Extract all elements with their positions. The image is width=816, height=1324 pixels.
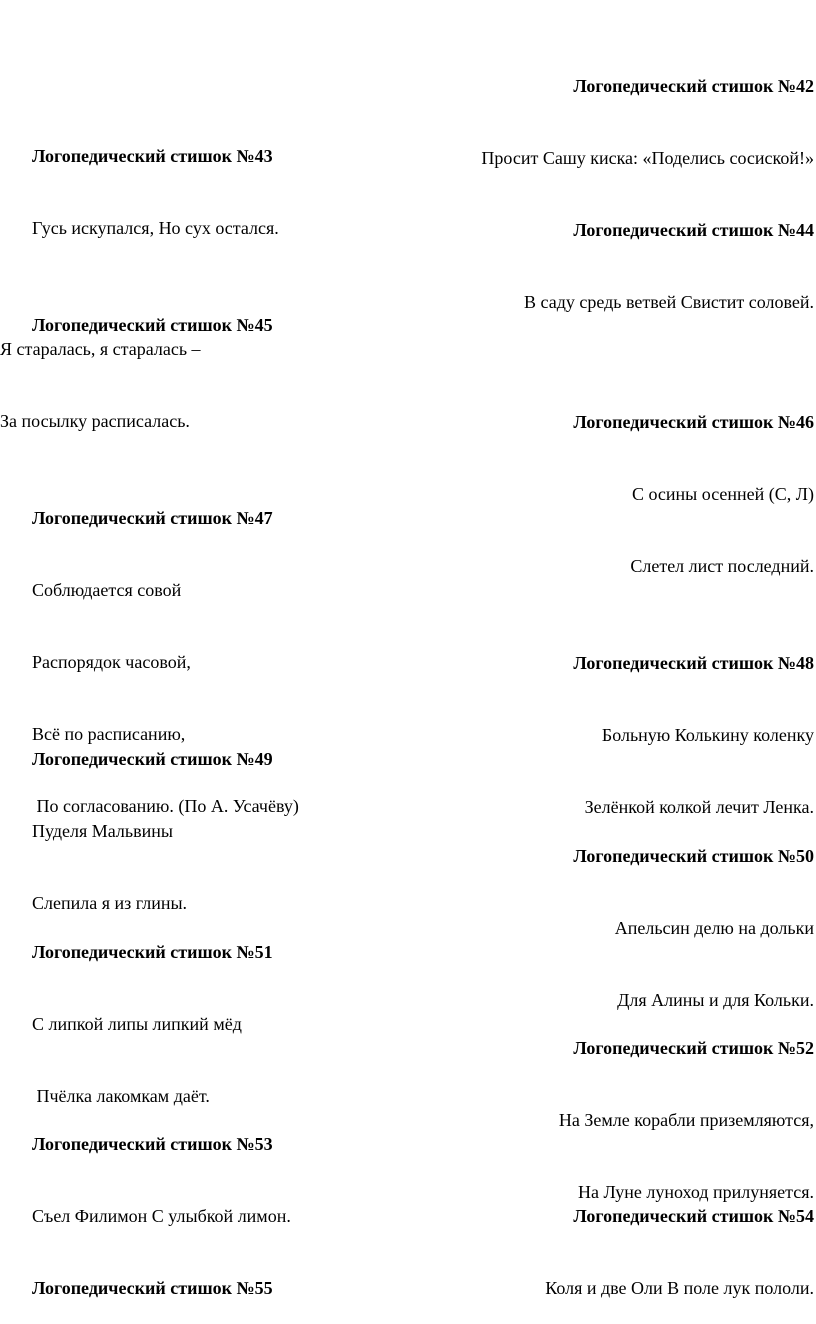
verse-title: Логопедический стишок №42: [573, 76, 814, 96]
verse-42: [481, 26, 814, 194]
verse-line: Гусь искупался, Но сух остался.: [32, 218, 279, 238]
verse-title: Логопедический стишок №46: [573, 412, 814, 432]
verse-line: Просит Сашу киска: «Поделись сосиской!»: [481, 148, 814, 168]
verse-45-body: [0, 289, 201, 457]
verse-title: Логопедический стишок №47: [32, 508, 273, 528]
verse-title: Логопедический стишок №45: [32, 315, 273, 335]
verse-line: За посылку расписалась.: [0, 411, 190, 431]
verse-line: Съел Филимон С улыбкой лимон.: [32, 1206, 291, 1226]
verse-title: Логопедический стишок №44: [573, 220, 814, 240]
verse-line: Слепила я из глины.: [32, 893, 188, 913]
verse-46: [573, 362, 814, 602]
verse-line: В саду средь ветвей Свистит соловей.: [524, 292, 814, 312]
verse-title: Логопедический стишок №50: [573, 846, 814, 866]
verse-title: Логопедический стишок №49: [32, 749, 273, 769]
verse-title: Логопедический стишок №53: [32, 1134, 273, 1154]
verse-line: Больную Колькину коленку: [601, 725, 814, 745]
verse-line: Я старалась, я старалась –: [0, 339, 201, 359]
verse-line: Распорядок часовой,: [32, 652, 191, 672]
verse-54: [545, 1156, 814, 1324]
verse-line: Всё по расписанию,: [32, 724, 186, 744]
verse-line: С осины осенней (С, Л): [631, 484, 814, 504]
verse-title: Логопедический стишок №52: [573, 1038, 814, 1058]
verse-line: Соблюдается совой: [32, 580, 182, 600]
verse-line: Апельсин делю на дольки: [614, 918, 814, 938]
verse-title: Логопедический стишок №48: [573, 653, 814, 673]
verse-44: [524, 170, 814, 338]
verse-title: Логопедический стишок №54: [573, 1206, 814, 1226]
verse-line: Для Алины и для Кольки.: [617, 990, 814, 1010]
verse-line: Пуделя Мальвины: [32, 821, 173, 841]
verse-title: Логопедический стишок №55: [32, 1278, 273, 1298]
verse-43: [32, 96, 279, 264]
verse-line: Слетел лист последний.: [630, 556, 814, 576]
verse-line: По согласованию. (По А. Усачёву): [32, 796, 299, 816]
verse-title: Логопедический стишок №51: [32, 942, 273, 962]
verse-53: [32, 1084, 291, 1252]
verse-line: На Земле корабли приземляются,: [558, 1110, 814, 1130]
verse-line: На Луне луноход прилуняется.: [578, 1182, 814, 1202]
verse-line: Пчёлка лакомкам даёт.: [32, 1086, 210, 1106]
verse-55: [32, 1228, 273, 1324]
verse-line: С липкой липы липкий мёд: [32, 1014, 242, 1034]
verse-line: Зелёнкой колкой лечит Ленка.: [584, 797, 814, 817]
verse-line: Коля и две Оли В поле лук пололи.: [545, 1278, 814, 1298]
verse-title: Логопедический стишок №43: [32, 146, 273, 166]
